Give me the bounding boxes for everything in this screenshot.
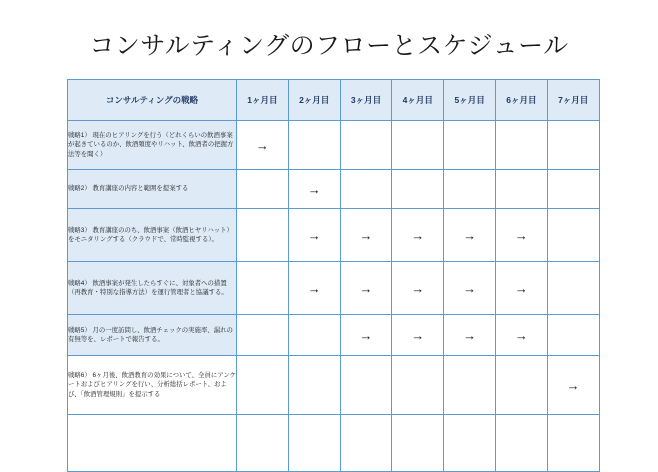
table-row: [68, 209, 600, 262]
cell-r3-m7: [547, 209, 599, 262]
cell-r7-m5: [444, 415, 496, 472]
arrow-icon: →: [411, 327, 425, 343]
cell-r5-m1: [237, 315, 289, 356]
cell-r1-m4: [392, 121, 444, 170]
arrow-icon: →: [463, 327, 477, 343]
table-header: [68, 80, 600, 121]
schedule-table-container: [67, 79, 591, 472]
table-row: [68, 170, 600, 209]
cell-r5-m2: [288, 315, 340, 356]
strategy-description-2: 戦略2） 教育講座の内容と範囲を提案する: [68, 170, 237, 209]
arrow-icon: →: [463, 227, 477, 243]
cell-r4-m1: [237, 262, 289, 315]
cell-r4-m5: [444, 262, 496, 315]
cell-r4-m2: [288, 262, 340, 315]
cell-r2-m4: [392, 170, 444, 209]
column-header-month-5: 5ヶ月目: [444, 80, 496, 121]
column-header-month-3: 3ヶ月目: [340, 80, 392, 121]
cell-r3-m3: [340, 209, 392, 262]
cell-r5-m6: [495, 315, 547, 356]
cell-r1-m3: [340, 121, 392, 170]
table-row: [68, 262, 600, 315]
arrow-icon: →: [411, 280, 425, 296]
cell-r5-m4: [392, 315, 444, 356]
cell-r6-m3: [340, 356, 392, 415]
strategy-description-3: 戦略3） 教育講座ののち、飲酒事案（飲酒ヒヤリハット）をモニタリングする（クラウドで、常時監視する）。: [68, 209, 237, 262]
table-row: [68, 356, 600, 415]
arrow-icon: →: [514, 327, 528, 343]
table-header-row: [68, 80, 600, 121]
cell-r6-m7: [547, 356, 599, 415]
column-header-month-2: 2ヶ月目: [288, 80, 340, 121]
arrow-icon: →: [463, 280, 477, 296]
cell-r7-m3: [340, 415, 392, 472]
cell-r7-m1: [237, 415, 289, 472]
schedule-table: [67, 79, 600, 472]
cell-r2-m2: [288, 170, 340, 209]
cell-r4-m4: [392, 262, 444, 315]
arrow-icon: →: [359, 227, 373, 243]
cell-r4-m3: [340, 262, 392, 315]
column-header-month-1: 1ヶ月目: [237, 80, 289, 121]
arrow-icon: →: [359, 327, 373, 343]
arrow-icon: →: [514, 280, 528, 296]
table-row: [68, 415, 600, 472]
strategy-description-1: 戦略1） 現在のヒアリングを行う（どれくらいの飲酒事案が起きているのか、飲酒頻度やリハット、飲酒者の把握方法等を聞く）: [68, 121, 237, 170]
cell-r6-m4: [392, 356, 444, 415]
table-row: [68, 315, 600, 356]
cell-r2-m6: [495, 170, 547, 209]
cell-r6-m6: [495, 356, 547, 415]
table-row: [68, 121, 600, 170]
arrow-icon: →: [307, 280, 321, 296]
cell-r7-m6: [495, 415, 547, 472]
table-body: [68, 121, 600, 472]
column-header-month-6: 6ヶ月目: [495, 80, 547, 121]
arrow-icon: →: [307, 181, 321, 197]
cell-r3-m1: [237, 209, 289, 262]
arrow-icon: →: [359, 280, 373, 296]
cell-r1-m2: [288, 121, 340, 170]
cell-r4-m6: [495, 262, 547, 315]
strategy-description-6: 戦略6） 6ヶ月後、飲酒教育の効果について、全員にアンケートおよびヒアリングを行い、分析総括レポート、および、「飲酒管理規則」を提示する: [68, 356, 237, 415]
cell-r3-m2: [288, 209, 340, 262]
cell-r5-m7: [547, 315, 599, 356]
cell-r3-m4: [392, 209, 444, 262]
cell-r3-m6: [495, 209, 547, 262]
cell-r5-m5: [444, 315, 496, 356]
cell-r6-m5: [444, 356, 496, 415]
page-title: コンサルティングのフローとスケジュール: [89, 32, 569, 60]
cell-r2-m5: [444, 170, 496, 209]
cell-r2-m1: [237, 170, 289, 209]
cell-r6-m1: [237, 356, 289, 415]
cell-r3-m5: [444, 209, 496, 262]
cell-r2-m7: [547, 170, 599, 209]
arrow-icon: →: [411, 227, 425, 243]
cell-r2-m3: [340, 170, 392, 209]
strategy-description-7: [68, 415, 237, 472]
cell-r7-m7: [547, 415, 599, 472]
cell-r4-m7: [547, 262, 599, 315]
column-header-month-4: 4ヶ月目: [392, 80, 444, 121]
cell-r7-m2: [288, 415, 340, 472]
column-header-strategy: コンサルティングの戦略: [68, 80, 237, 121]
arrow-icon: →: [307, 227, 321, 243]
cell-r1-m7: [547, 121, 599, 170]
arrow-icon: →: [566, 377, 580, 393]
cell-r7-m4: [392, 415, 444, 472]
cell-r1-m5: [444, 121, 496, 170]
strategy-description-4: 戦略4） 飲酒事案が発生したらすぐに、対象者への措置（再教育・特別な指導方法）を運行管理者と協議する。: [68, 262, 237, 315]
cell-r1-m6: [495, 121, 547, 170]
cell-r1-m1: [237, 121, 289, 170]
cell-r5-m3: [340, 315, 392, 356]
cell-r6-m2: [288, 356, 340, 415]
column-header-month-7: 7ヶ月目: [547, 80, 599, 121]
strategy-description-5: 戦略5） 月の一度訪問し、飲酒チェックの実施率、漏れの有無等を、レポートで報告する。: [68, 315, 237, 356]
arrow-icon: →: [514, 227, 528, 243]
arrow-icon: →: [255, 137, 269, 153]
